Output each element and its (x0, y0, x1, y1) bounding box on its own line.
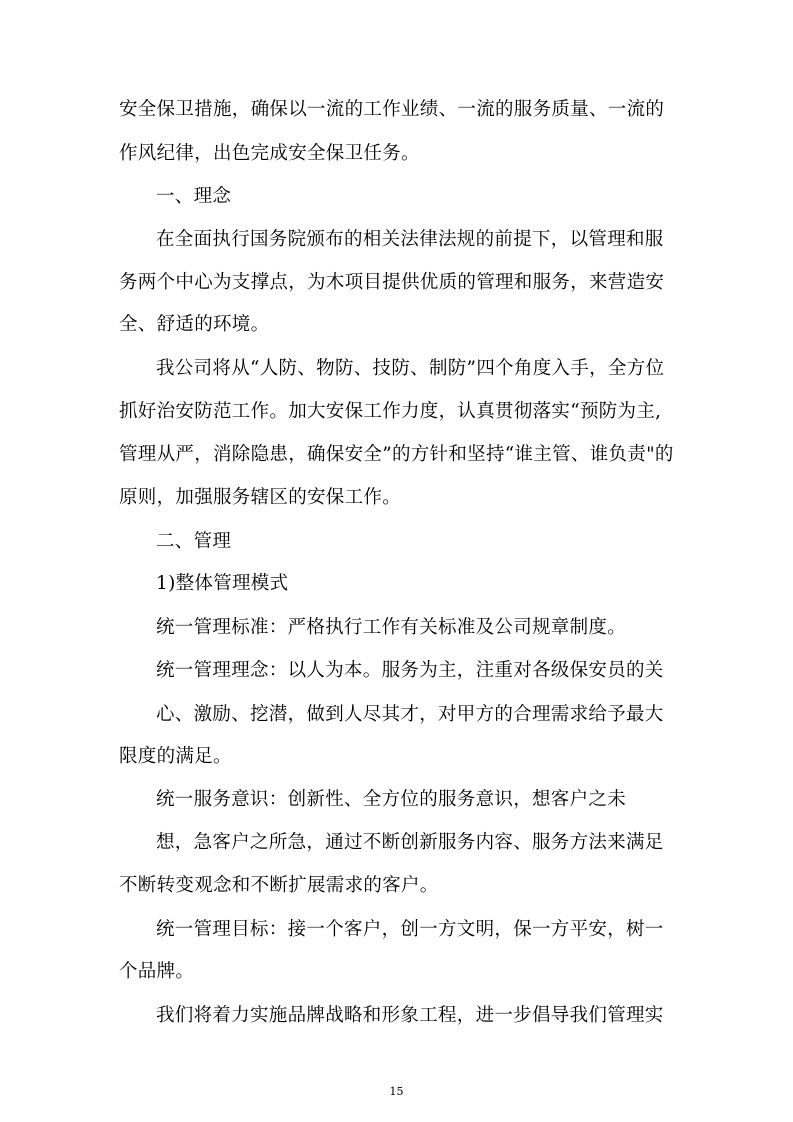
text-line: 统一管理标准：严格执行工作有关标准及公司规章制度。 (156, 617, 627, 638)
text-line: 统一管理理念：以人为本。服务为主，注重对各级保安员的关 (156, 660, 664, 681)
text-line: 抓好治安防范工作。加大安保工作力度，认真贯彻落实“预防为主, (119, 401, 662, 422)
text-line: 不断转变观念和不断扩展需求的客户。 (119, 875, 439, 896)
section-heading: 一、理念 (156, 186, 232, 207)
text-line: 务两个中心为支撑点，为木项目提供优质的管理和服务，来营造安 (119, 272, 665, 293)
text-line: 想，急客户之所急，通过不断创新服务内容、服务方法来满足 (156, 832, 664, 853)
section-heading: 二、管理 (156, 531, 232, 552)
text-line: 我们将着力实施品牌战略和形象工程，进一步倡导我们管理实 (156, 1005, 664, 1026)
text-line: 个品牌。 (119, 961, 195, 982)
text-line: 原则，加强服务辖区的安保工作。 (119, 487, 402, 508)
text-line: 统一管理目标：接一个客户，创一方文明，保一方平安，树一 (156, 919, 664, 940)
page-number: 15 (389, 1085, 404, 1098)
text-line: 限度的满足。 (119, 746, 232, 767)
text-line: 安全保卫措施，确保以一流的工作业绩、一流的服务质量、一流的 (119, 99, 665, 120)
text-line: 心、激励、挖潜，做到人尽其才，对甲方的合理需求给予最大 (156, 704, 664, 725)
text-line: 作风纪律，出色完成安全保卫任务。 (119, 143, 420, 164)
text-line: 管理从严，消除隐患，确保安全”的方针和坚持“谁主管、谁负责"的 (119, 444, 674, 465)
text-line: 全、舒适的环境。 (119, 314, 270, 335)
text-line: 统一服务意识：创新性、全方位的服务意识，想客户之未 (156, 789, 627, 810)
text-line: 我公司将从“人防、物防、技防、制防”四个角度入手，全方位 (156, 358, 665, 379)
subsection-heading: 1)整体管理模式 (156, 573, 289, 594)
text-line: 在全面执行国务院颁布的相关法律法规的前提下，以管理和服 (156, 229, 664, 250)
